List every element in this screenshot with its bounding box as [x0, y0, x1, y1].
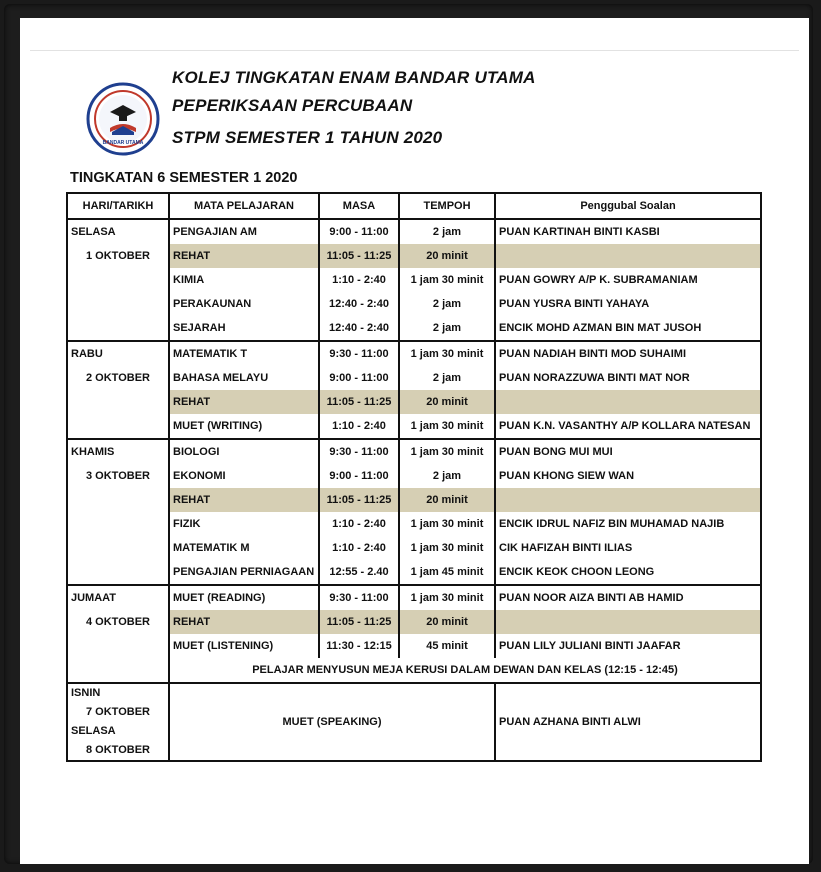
subject-cell: REHAT — [169, 610, 319, 634]
date-label: 8 OKTOBER — [86, 744, 150, 756]
table-row — [67, 341, 761, 366]
duration-cell: 2 jam — [399, 292, 495, 316]
date-label: 4 OKTOBER — [67, 610, 169, 634]
table-row — [67, 268, 761, 292]
divider — [30, 50, 799, 51]
subject-cell: MUET (WRITING) — [169, 414, 319, 439]
setter-cell — [495, 244, 761, 268]
time-cell: 12:55 - 2.40 — [319, 560, 399, 585]
duration-cell: 2 jam — [399, 366, 495, 390]
setter-cell: PUAN NOOR AIZA BINTI AB HAMID — [495, 585, 761, 610]
subject-cell: REHAT — [169, 244, 319, 268]
duration-cell: 2 jam — [399, 219, 495, 244]
time-cell: 11:30 - 12:15 — [319, 634, 399, 658]
table-row — [67, 316, 761, 341]
setter-cell: PUAN YUSRA BINTI YAHAYA — [495, 292, 761, 316]
time-cell: 9:30 - 11:00 — [319, 341, 399, 366]
setter-cell: PUAN GOWRY A/P K. SUBRAMANIAM — [495, 268, 761, 292]
school-name: KOLEJ TINGKATAN ENAM BANDAR UTAMA — [172, 68, 536, 87]
day-label: JUMAAT — [67, 585, 169, 610]
duration-cell: 1 jam 30 minit — [399, 439, 495, 464]
duration-cell: 45 minit — [399, 634, 495, 658]
setter-cell — [495, 610, 761, 634]
duration-cell: 2 jam — [399, 464, 495, 488]
col-setter-header: Penggubal Soalan — [495, 193, 761, 219]
table-row — [67, 560, 761, 585]
subject-cell: PENGAJIAN PERNIAGAAN — [169, 560, 319, 585]
setter-cell: PUAN KARTINAH BINTI KASBI — [495, 219, 761, 244]
duration-cell: 1 jam 30 minit — [399, 341, 495, 366]
time-cell: 9:00 - 11:00 — [319, 464, 399, 488]
speaking-subject-cell: MUET (SPEAKING) — [169, 683, 495, 761]
setter-cell: PUAN K.N. VASANTHY A/P KOLLARA NATESAN — [495, 414, 761, 439]
exam-title: PEPERIKSAAN PERCUBAAN — [172, 96, 413, 115]
photo-frame — [4, 4, 813, 864]
speaking-setter-cell: PUAN AZHANA BINTI ALWI — [495, 683, 761, 761]
table-row-rest — [67, 488, 761, 512]
col-day-header: HARI/TARIKH — [67, 193, 169, 219]
school-logo — [86, 82, 160, 156]
setter-cell: PUAN KHONG SIEW WAN — [495, 464, 761, 488]
col-subject-header: MATA PELAJARAN — [169, 193, 319, 219]
setter-cell: PUAN NORAZZUWA BINTI MAT NOR — [495, 366, 761, 390]
setter-cell: ENCIK MOHD AZMAN BIN MAT JUSOH — [495, 316, 761, 341]
form-subtitle: TINGKATAN 6 SEMESTER 1 2020 — [70, 170, 298, 186]
subject-cell: PERAKAUNAN — [169, 292, 319, 316]
setter-cell — [495, 488, 761, 512]
table-row — [67, 366, 761, 390]
duration-cell: 20 minit — [399, 610, 495, 634]
subject-cell: REHAT — [169, 488, 319, 512]
exam-timetable — [66, 192, 762, 762]
time-cell: 11:05 - 11:25 — [319, 390, 399, 414]
setter-cell: ENCIK IDRUL NAFIZ BIN MUHAMAD NAJIB — [495, 512, 761, 536]
setter-cell: CIK HAFIZAH BINTI ILIAS — [495, 536, 761, 560]
time-cell: 12:40 - 2:40 — [319, 292, 399, 316]
setter-cell: PUAN LILY JULIANI BINTI JAAFAR — [495, 634, 761, 658]
duration-cell: 20 minit — [399, 390, 495, 414]
subject-cell: KIMIA — [169, 268, 319, 292]
time-cell: 9:30 - 11:00 — [319, 439, 399, 464]
day-label: ISNIN — [71, 687, 101, 699]
col-time-header: MASA — [319, 193, 399, 219]
duration-cell: 20 minit — [399, 244, 495, 268]
time-cell: 9:30 - 11:00 — [319, 585, 399, 610]
subject-cell: EKONOMI — [169, 464, 319, 488]
table-row — [67, 512, 761, 536]
subject-cell: FIZIK — [169, 512, 319, 536]
duration-cell: 1 jam 30 minit — [399, 512, 495, 536]
time-cell: 11:05 - 11:25 — [319, 610, 399, 634]
svg-text:BANDAR UTAMA: BANDAR UTAMA — [102, 140, 144, 146]
table-row-speaking — [67, 683, 761, 761]
table-row — [67, 464, 761, 488]
time-cell: 11:05 - 11:25 — [319, 244, 399, 268]
subject-cell: MATEMATIK T — [169, 341, 319, 366]
time-cell: 1:10 - 2:40 — [319, 536, 399, 560]
table-row — [67, 536, 761, 560]
setter-cell: PUAN BONG MUI MUI — [495, 439, 761, 464]
subject-cell: PENGAJIAN AM — [169, 219, 319, 244]
day-label: RABU — [67, 341, 169, 366]
time-cell: 1:10 - 2:40 — [319, 414, 399, 439]
subject-cell: BIOLOGI — [169, 439, 319, 464]
arrangement-note: PELAJAR MENYUSUN MEJA KERUSI DALAM DEWAN DAN KELAS (12:15 - 12:45) — [169, 658, 761, 683]
day-label: KHAMIS — [67, 439, 169, 464]
col-duration-header: TEMPOH — [399, 193, 495, 219]
table-row — [67, 634, 761, 658]
duration-cell: 1 jam 45 minit — [399, 560, 495, 585]
table-row — [67, 292, 761, 316]
duration-cell: 2 jam — [399, 316, 495, 341]
setter-cell: PUAN NADIAH BINTI MOD SUHAIMI — [495, 341, 761, 366]
date-label: 1 OKTOBER — [67, 244, 169, 268]
time-cell: 9:00 - 11:00 — [319, 366, 399, 390]
subject-cell: MUET (LISTENING) — [169, 634, 319, 658]
duration-cell: 1 jam 30 minit — [399, 414, 495, 439]
table-row-rest — [67, 244, 761, 268]
date-label: 3 OKTOBER — [67, 464, 169, 488]
subject-cell: MATEMATIK M — [169, 536, 319, 560]
table-row — [67, 439, 761, 464]
table-row-rest — [67, 610, 761, 634]
document-page — [20, 18, 809, 864]
duration-cell: 20 minit — [399, 488, 495, 512]
time-cell: 1:10 - 2:40 — [319, 512, 399, 536]
day-label: SELASA — [67, 219, 169, 244]
subject-cell: MUET (READING) — [169, 585, 319, 610]
duration-cell: 1 jam 30 minit — [399, 585, 495, 610]
table-header-row — [67, 193, 761, 219]
subject-cell: SEJARAH — [169, 316, 319, 341]
duration-cell: 1 jam 30 minit — [399, 268, 495, 292]
day-label: SELASA — [71, 725, 116, 737]
setter-cell — [495, 390, 761, 414]
subject-cell: BAHASA MELAYU — [169, 366, 319, 390]
subject-cell: REHAT — [169, 390, 319, 414]
date-label: 2 OKTOBER — [67, 366, 169, 390]
table-row — [67, 585, 761, 610]
table-row-rest — [67, 390, 761, 414]
time-cell: 12:40 - 2:40 — [319, 316, 399, 341]
table-row — [67, 414, 761, 439]
time-cell: 9:00 - 11:00 — [319, 219, 399, 244]
date-label: 7 OKTOBER — [86, 706, 150, 718]
speaking-days — [67, 683, 169, 761]
session-title: STPM SEMESTER 1 TAHUN 2020 — [172, 128, 443, 147]
setter-cell: ENCIK KEOK CHOON LEONG — [495, 560, 761, 585]
table-row-note — [67, 658, 761, 683]
time-cell: 1:10 - 2:40 — [319, 268, 399, 292]
duration-cell: 1 jam 30 minit — [399, 536, 495, 560]
table-row — [67, 219, 761, 244]
time-cell: 11:05 - 11:25 — [319, 488, 399, 512]
